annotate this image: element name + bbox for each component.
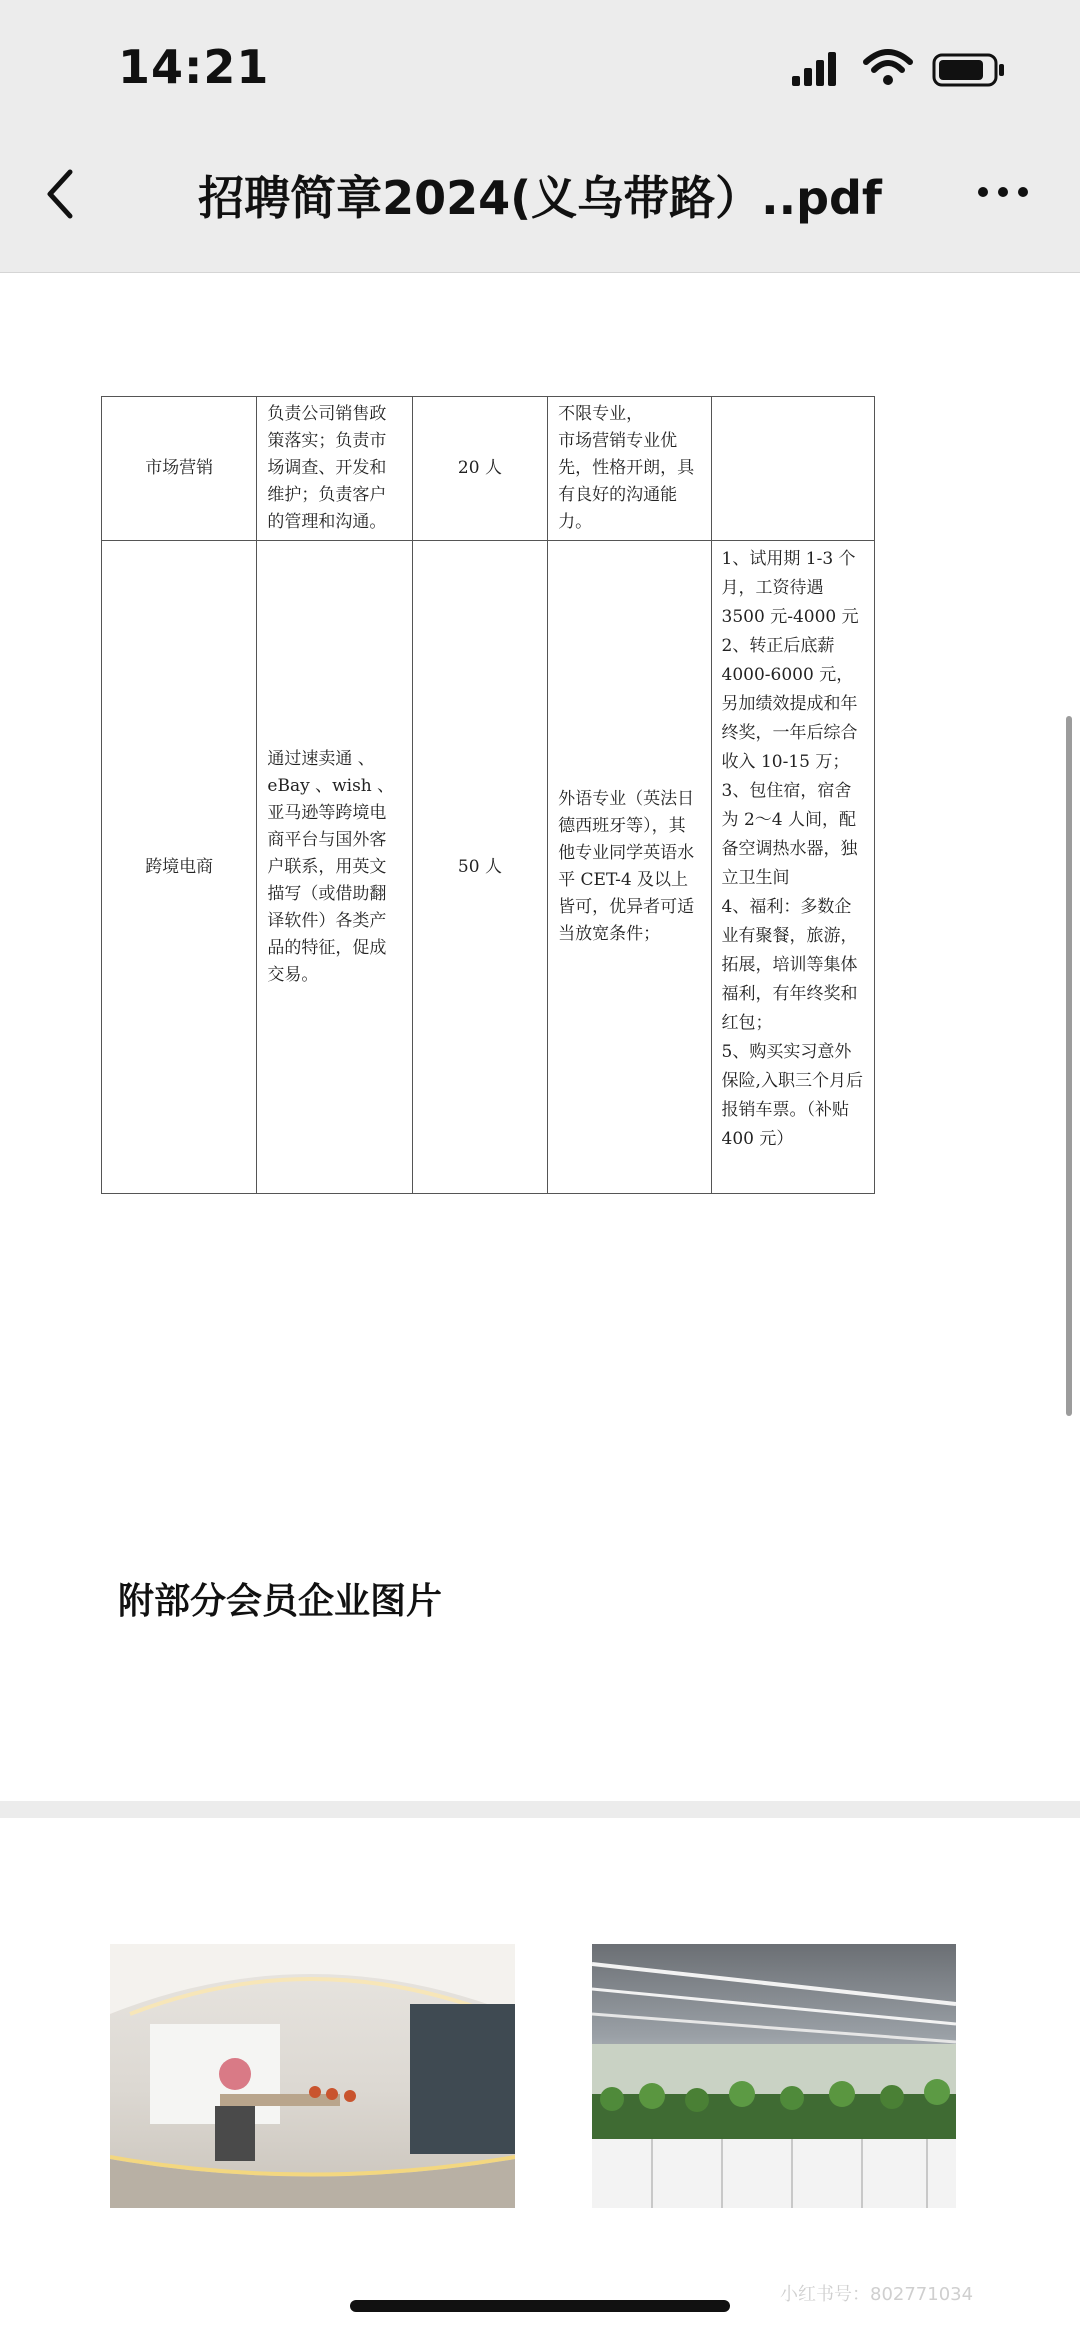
scrollbar[interactable] <box>1066 716 1072 1416</box>
recruitment-table <box>101 396 875 1194</box>
more-options-icon[interactable] <box>975 182 1031 202</box>
back-arrow-icon[interactable] <box>40 164 80 224</box>
table-row <box>102 397 875 541</box>
pdf-page <box>0 272 1080 1801</box>
top-nav-bar <box>0 140 1080 250</box>
office-lounge-illustration <box>110 1944 515 2208</box>
duties-cell: 负责公司销售政策落实；负责市场调查、开发和维护；负责客户的管理和沟通。 <box>257 397 412 541</box>
requirements-cell: 不限专业， 市场营销专业优先，性格开朗，具有良好的沟通能力。 <box>548 397 711 541</box>
table-row <box>102 541 875 1194</box>
status-bar <box>0 0 1080 140</box>
office-lounge-photo <box>110 1944 515 2208</box>
home-indicator[interactable] <box>350 2300 730 2312</box>
benefits-cell <box>711 397 874 541</box>
position-cell: 跨境电商 <box>102 541 257 1194</box>
requirements-cell: 外语专业（英法日德西班牙等），其他专业同学英语水平 CET-4 及以上皆可，优异者可适当放宽条件； <box>548 541 711 1194</box>
position-cell: 市场营销 <box>102 397 257 541</box>
wifi-icon <box>862 48 914 88</box>
document-title: 招聘简章2024(义乌带路）..pdf <box>198 171 882 225</box>
headcount-cell: 20 人 <box>412 397 547 541</box>
headcount-cell: 50 人 <box>412 541 547 1194</box>
duties-cell: 通过速卖通 、eBay 、wish 、亚马逊等跨境电商平台与国外客户联系，用英文描写（或借助翻译软件）各类产品的特征，促成交易。 <box>257 541 412 1194</box>
open-office-illustration <box>592 1944 956 2208</box>
appendix-heading: 附部分会员企业图片 <box>118 1581 443 1622</box>
benefits-cell: 1、试用期 1-3 个月，工资待遇 3500 元-4000 元 2、转正后底薪 4000-6000 元，另加绩效提成和年终奖，一年后综合收入 10-15 万； 3、包住宿，宿舍为 2～4 人间，配备空调热水器，独立卫生间 4、福利：多数企业有聚餐，旅游，拓展，培训等集体福利，有年终奖和红包； 5、购买实习意外保险,入职三个月后报销车票。（补贴 400 元） <box>711 541 874 1194</box>
status-time: 14:21 <box>118 40 270 94</box>
battery-icon <box>932 52 1006 88</box>
cellular-signal-icon <box>790 50 840 90</box>
watermark: 小红书号：802771034 <box>780 2284 974 2305</box>
open-office-photo <box>592 1944 956 2208</box>
pdf-page <box>0 1818 1080 2337</box>
